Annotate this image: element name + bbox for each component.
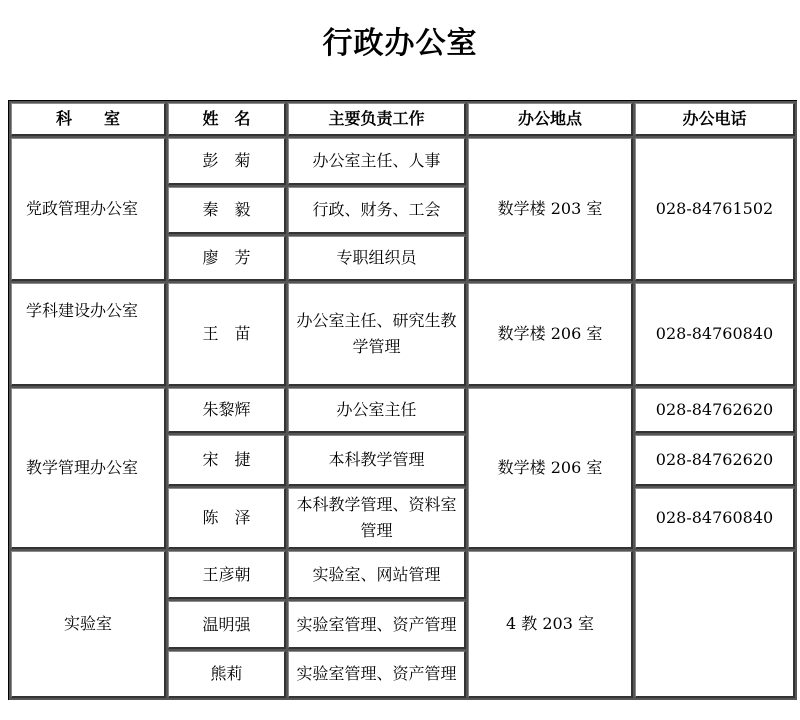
phone-cell: [635, 551, 795, 698]
department-cell: 党政管理办公室: [11, 138, 166, 281]
phone-cell: 028-84761502: [635, 138, 795, 281]
staff-duty: 专职组织员: [288, 236, 466, 281]
staff-duty: 行政、财务、工会: [288, 187, 466, 234]
staff-name: 陈 泽: [168, 488, 286, 549]
staff-name: 熊莉: [168, 651, 286, 698]
header-phone: 办公电话: [635, 103, 795, 136]
staff-directory-table: [8, 100, 797, 700]
staff-name: 宋 捷: [168, 435, 286, 486]
phone-cell: 028-84760840: [635, 488, 795, 549]
staff-duty: 实验室管理、资产管理: [288, 651, 466, 698]
header-name: 姓 名: [168, 103, 286, 136]
staff-name: 朱黎辉: [168, 388, 286, 433]
table-row: [11, 388, 795, 433]
location-cell: 数学楼 203 室: [468, 138, 633, 281]
staff-name: 秦 毅: [168, 187, 286, 234]
staff-duty: 本科教学管理、资料室管理: [288, 488, 466, 549]
phone-cell: 028-84762620: [635, 435, 795, 486]
header-row: [11, 103, 795, 136]
staff-name: 王 苗: [168, 283, 286, 386]
staff-duty: 办公室主任、研究生教学管理: [288, 283, 466, 386]
location-cell: 数学楼 206 室: [468, 283, 633, 386]
page-title: 行政办公室: [322, 26, 478, 61]
table-row: [11, 283, 795, 386]
table-row: [11, 138, 795, 185]
staff-name: 温明强: [168, 601, 286, 649]
phone-cell: 028-84760840: [635, 283, 795, 386]
staff-name: 王彦朝: [168, 551, 286, 599]
header-duty: 主要负责工作: [288, 103, 466, 136]
staff-name: 廖 芳: [168, 236, 286, 281]
phone-cell: 028-84762620: [635, 388, 795, 433]
staff-duty: 实验室、网站管理: [288, 551, 466, 599]
department-cell: 教学管理办公室: [11, 388, 166, 549]
header-department: 科 室: [11, 103, 166, 136]
staff-duty: 实验室管理、资产管理: [288, 601, 466, 649]
table-row: [11, 551, 795, 599]
department-cell: 实验室: [11, 551, 166, 698]
header-location: 办公地点: [468, 103, 633, 136]
location-cell: 4 教 203 室: [468, 551, 633, 698]
staff-duty: 办公室主任、人事: [288, 138, 466, 185]
department-cell: 学科建设办公室: [11, 283, 166, 386]
location-cell: 数学楼 206 室: [468, 388, 633, 549]
staff-duty: 办公室主任: [288, 388, 466, 433]
staff-duty: 本科教学管理: [288, 435, 466, 486]
staff-name: 彭 菊: [168, 138, 286, 185]
